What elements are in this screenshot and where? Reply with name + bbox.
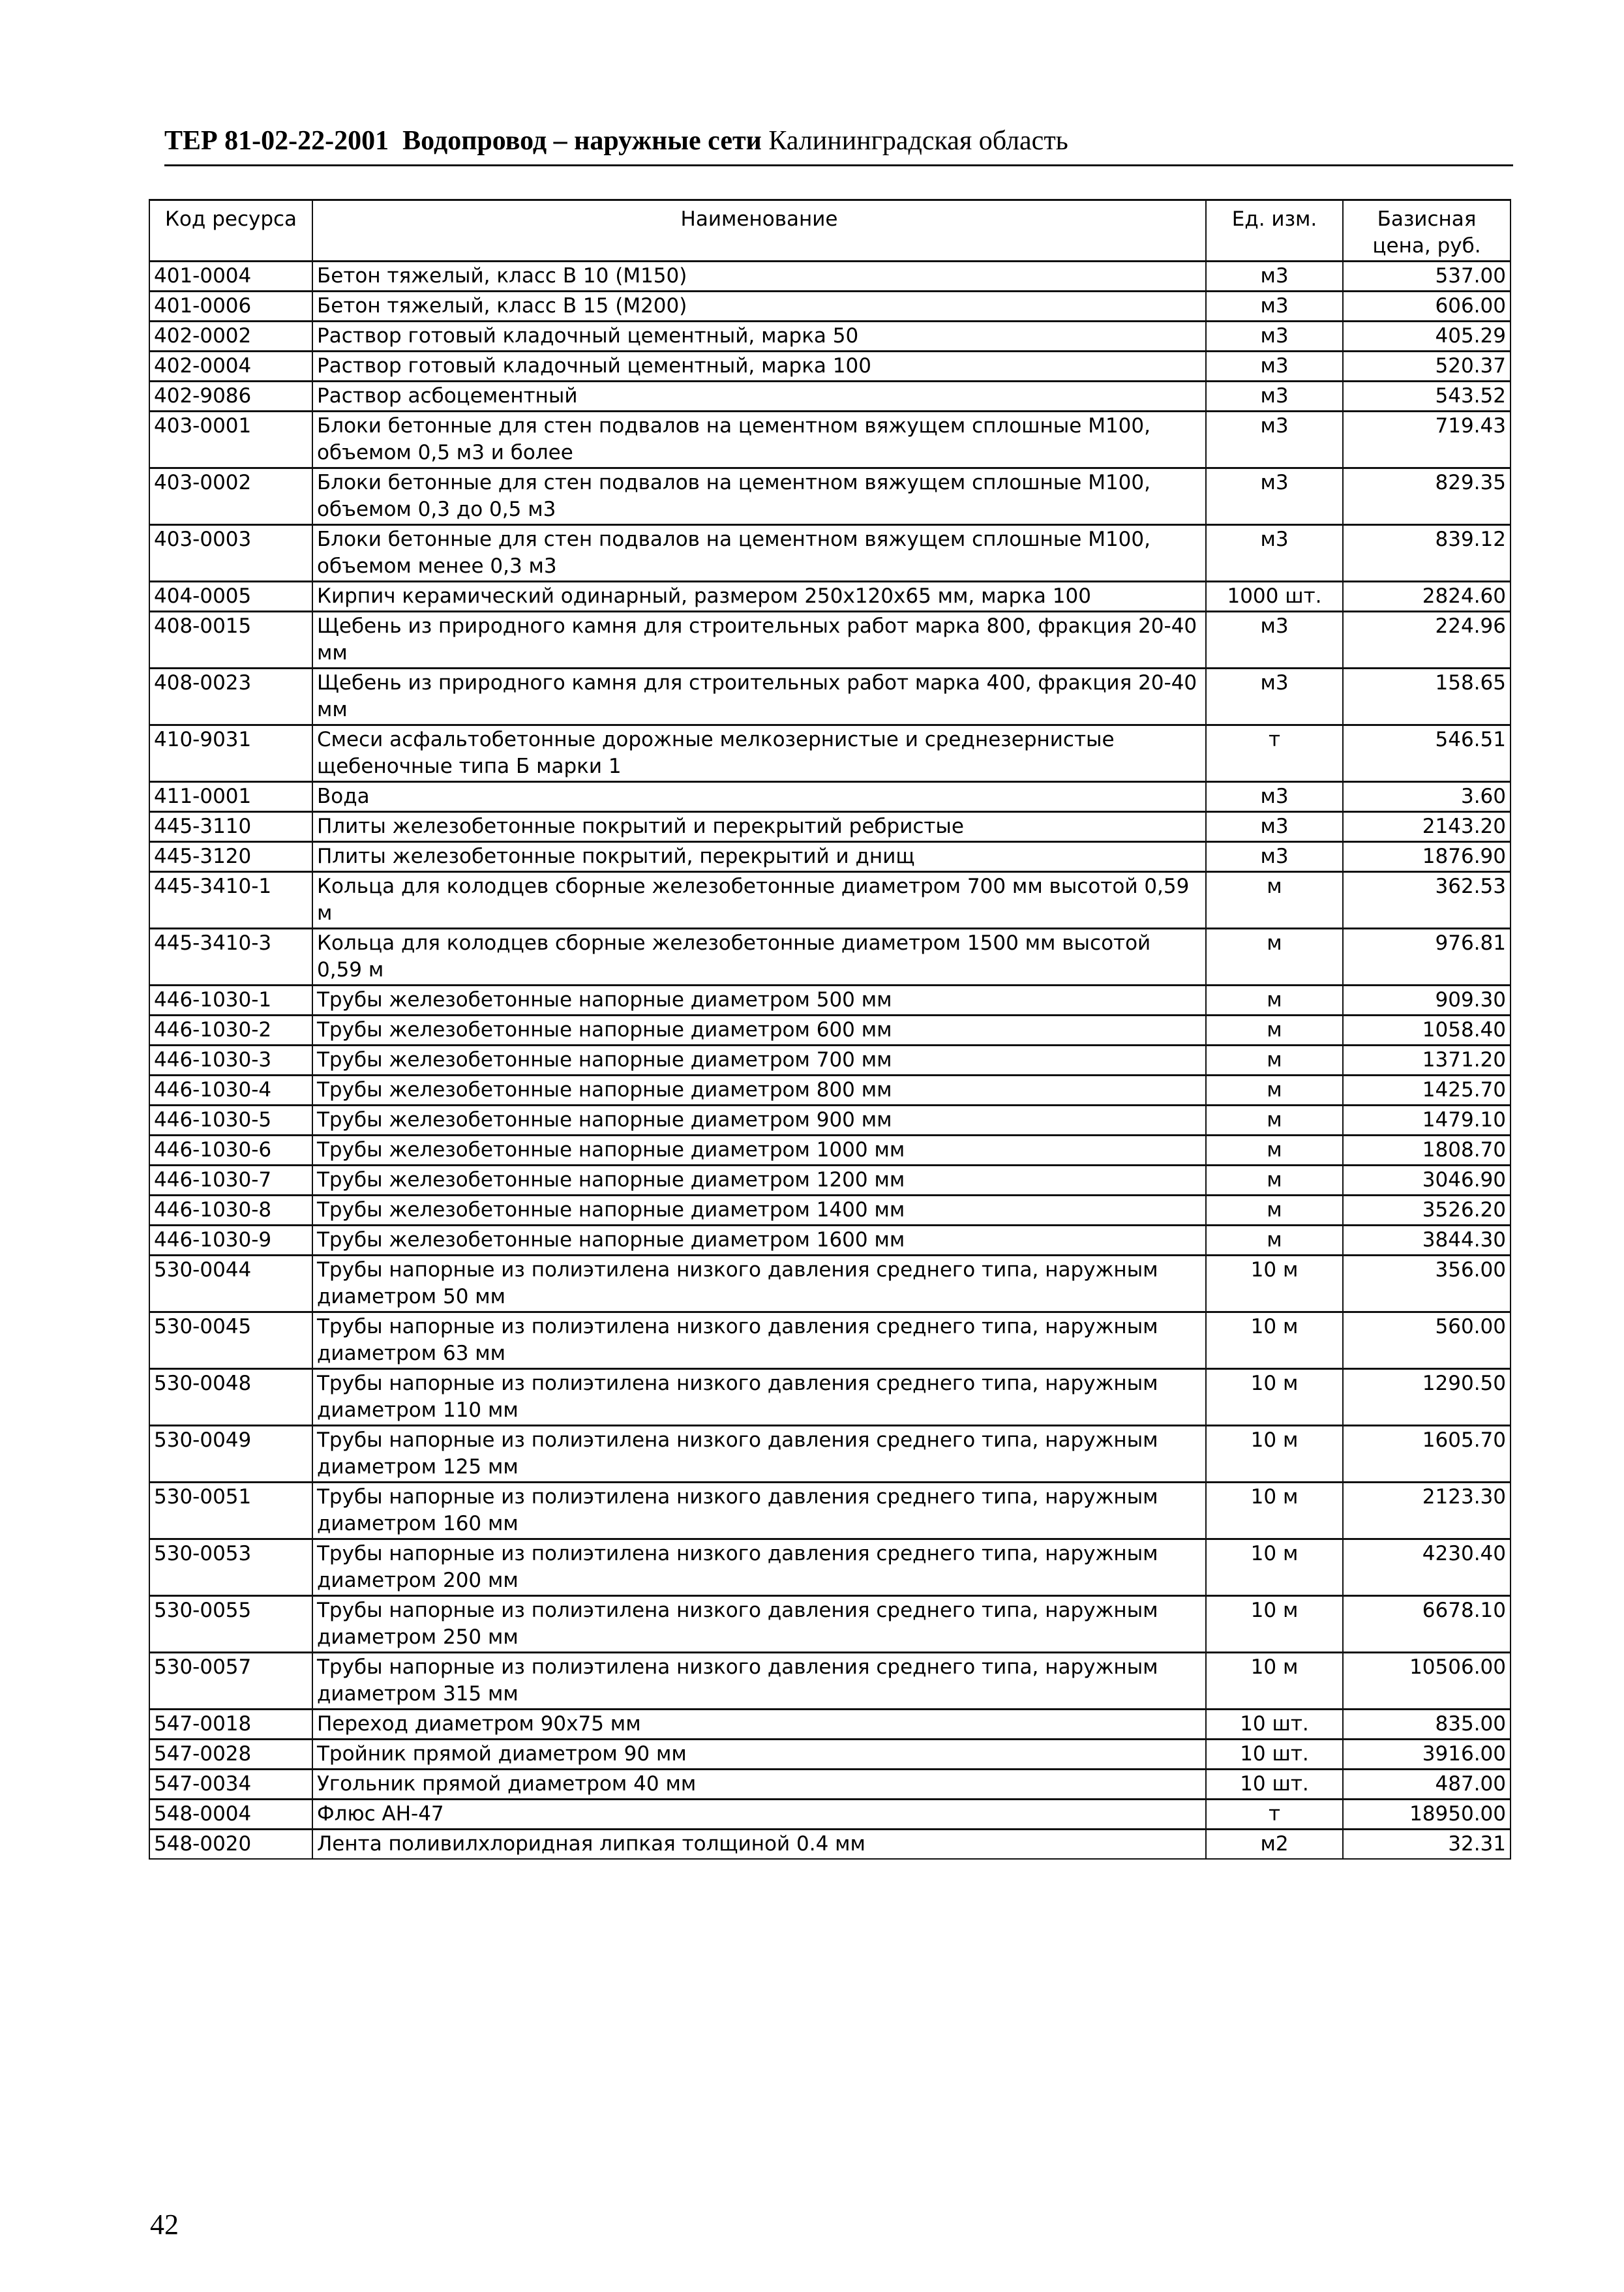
cell-price: 1479.10 <box>1343 1106 1511 1136</box>
cell-name: Смеси асфальтобетонные дорожные мелкозернистые и среднезернистые щебеночные типа Б марки 1 <box>312 725 1206 782</box>
cell-code: 547-0018 <box>149 1710 312 1740</box>
cell-unit: м3 <box>1206 842 1343 872</box>
table-row <box>149 1539 1511 1596</box>
cell-code: 410-9031 <box>149 725 312 782</box>
cell-name: Щебень из природного камня для строительных работ марка 800, фракция 20-40 мм <box>312 612 1206 669</box>
cell-name: Трубы железобетонные напорные диаметром 1000 мм <box>312 1136 1206 1166</box>
table-row <box>149 1196 1511 1226</box>
cell-unit: 10 м <box>1206 1539 1343 1596</box>
cell-name: Щебень из природного камня для строительных работ марка 400, фракция 20-40 мм <box>312 669 1206 725</box>
cell-unit: м3 <box>1206 812 1343 842</box>
table-row <box>149 1166 1511 1196</box>
cell-name: Трубы напорные из полиэтилена низкого давления среднего типа, наружным диаметром 315 мм <box>312 1653 1206 1710</box>
cell-unit: м <box>1206 1076 1343 1106</box>
cell-price: 3844.30 <box>1343 1226 1511 1256</box>
table-row <box>149 1369 1511 1426</box>
document-code: ТЕР 81-02-22-2001 <box>164 126 389 156</box>
cell-price: 543.52 <box>1343 382 1511 412</box>
table-row <box>149 929 1511 986</box>
cell-price: 835.00 <box>1343 1710 1511 1740</box>
cell-price: 405.29 <box>1343 322 1511 352</box>
cell-name: Трубы напорные из полиэтилена низкого давления среднего типа, наружным диаметром 200 мм <box>312 1539 1206 1596</box>
cell-price: 32.31 <box>1343 1830 1511 1860</box>
cell-code: 446-1030-7 <box>149 1166 312 1196</box>
page-number: 42 <box>150 2209 179 2240</box>
resource-price-table <box>149 199 1511 1860</box>
table-row <box>149 612 1511 669</box>
cell-unit: 10 м <box>1206 1483 1343 1539</box>
cell-code: 402-0002 <box>149 322 312 352</box>
table-row <box>149 525 1511 582</box>
table-row <box>149 1046 1511 1076</box>
table-row <box>149 1076 1511 1106</box>
cell-name: Тройник прямой диаметром 90 мм <box>312 1740 1206 1770</box>
cell-name: Трубы напорные из полиэтилена низкого давления среднего типа, наружным диаметром 250 мм <box>312 1596 1206 1653</box>
cell-code: 530-0045 <box>149 1312 312 1369</box>
cell-name: Блоки бетонные для стен подвалов на цементном вяжущем сплошные М100, объемом менее 0,3 м3 <box>312 525 1206 582</box>
cell-name: Трубы железобетонные напорные диаметром 1200 мм <box>312 1166 1206 1196</box>
cell-code: 547-0034 <box>149 1770 312 1800</box>
cell-code: 446-1030-9 <box>149 1226 312 1256</box>
cell-unit: м <box>1206 1106 1343 1136</box>
cell-name: Трубы железобетонные напорные диаметром 900 мм <box>312 1106 1206 1136</box>
cell-unit: т <box>1206 1800 1343 1830</box>
cell-name: Трубы железобетонные напорные диаметром 700 мм <box>312 1046 1206 1076</box>
cell-code: 445-3410-3 <box>149 929 312 986</box>
cell-price: 520.37 <box>1343 352 1511 382</box>
cell-price: 2143.20 <box>1343 812 1511 842</box>
cell-price: 6678.10 <box>1343 1596 1511 1653</box>
cell-price: 829.35 <box>1343 468 1511 525</box>
cell-price: 546.51 <box>1343 725 1511 782</box>
table-row <box>149 468 1511 525</box>
cell-code: 530-0048 <box>149 1369 312 1426</box>
column-header-code: Код ресурса <box>149 200 312 262</box>
cell-price: 560.00 <box>1343 1312 1511 1369</box>
table-row <box>149 1016 1511 1046</box>
cell-name: Флюс АН-47 <box>312 1800 1206 1830</box>
cell-code: 445-3110 <box>149 812 312 842</box>
cell-unit: м3 <box>1206 525 1343 582</box>
cell-code: 446-1030-4 <box>149 1076 312 1106</box>
table-row <box>149 1830 1511 1860</box>
cell-name: Трубы напорные из полиэтилена низкого давления среднего типа, наружным диаметром 110 мм <box>312 1369 1206 1426</box>
cell-name: Переход диаметром 90х75 мм <box>312 1710 1206 1740</box>
table-row <box>149 872 1511 929</box>
cell-unit: м3 <box>1206 782 1343 812</box>
table-row <box>149 1653 1511 1710</box>
cell-name: Трубы напорные из полиэтилена низкого давления среднего типа, наружным диаметром 160 мм <box>312 1483 1206 1539</box>
cell-unit: м3 <box>1206 262 1343 292</box>
cell-code: 411-0001 <box>149 782 312 812</box>
cell-name: Раствор готовый кладочный цементный, марка 50 <box>312 322 1206 352</box>
document-section: Водопровод – наружные сети <box>402 126 762 156</box>
table-row <box>149 1710 1511 1740</box>
table-row <box>149 412 1511 468</box>
cell-code: 408-0023 <box>149 669 312 725</box>
cell-price: 976.81 <box>1343 929 1511 986</box>
cell-code: 403-0003 <box>149 525 312 582</box>
cell-name: Бетон тяжелый, класс В 15 (М200) <box>312 292 1206 322</box>
cell-unit: 10 м <box>1206 1596 1343 1653</box>
cell-code: 445-3120 <box>149 842 312 872</box>
cell-name: Лента поливилхлоридная липкая толщиной 0.4 мм <box>312 1830 1206 1860</box>
table-row <box>149 352 1511 382</box>
cell-code: 408-0015 <box>149 612 312 669</box>
cell-price: 1876.90 <box>1343 842 1511 872</box>
cell-price: 3916.00 <box>1343 1740 1511 1770</box>
cell-price: 18950.00 <box>1343 1800 1511 1830</box>
cell-unit: 1000 шт. <box>1206 582 1343 612</box>
table-row <box>149 669 1511 725</box>
cell-code: 548-0020 <box>149 1830 312 1860</box>
cell-price: 909.30 <box>1343 986 1511 1016</box>
cell-price: 839.12 <box>1343 525 1511 582</box>
cell-name: Блоки бетонные для стен подвалов на цементном вяжущем сплошные М100, объемом 0,5 м3 и более <box>312 412 1206 468</box>
cell-unit: м <box>1206 1016 1343 1046</box>
cell-unit: м <box>1206 1226 1343 1256</box>
table-row <box>149 292 1511 322</box>
cell-unit: м3 <box>1206 612 1343 669</box>
table-row <box>149 1426 1511 1483</box>
table-row <box>149 262 1511 292</box>
cell-code: 530-0044 <box>149 1256 312 1312</box>
cell-unit: 10 шт. <box>1206 1740 1343 1770</box>
cell-price: 537.00 <box>1343 262 1511 292</box>
cell-name: Кольца для колодцев сборные железобетонные диаметром 1500 мм высотой 0,59 м <box>312 929 1206 986</box>
cell-price: 4230.40 <box>1343 1539 1511 1596</box>
cell-unit: м3 <box>1206 382 1343 412</box>
cell-name: Трубы железобетонные напорные диаметром 1400 мм <box>312 1196 1206 1226</box>
cell-unit: м3 <box>1206 352 1343 382</box>
cell-unit: м3 <box>1206 412 1343 468</box>
cell-code: 446-1030-6 <box>149 1136 312 1166</box>
cell-code: 530-0051 <box>149 1483 312 1539</box>
cell-name: Бетон тяжелый, класс В 10 (М150) <box>312 262 1206 292</box>
cell-code: 446-1030-3 <box>149 1046 312 1076</box>
cell-unit: м3 <box>1206 322 1343 352</box>
cell-unit: 10 шт. <box>1206 1770 1343 1800</box>
table-row <box>149 1740 1511 1770</box>
column-header-unit: Ед. изм. <box>1206 200 1343 262</box>
cell-unit: 10 м <box>1206 1312 1343 1369</box>
cell-code: 402-0004 <box>149 352 312 382</box>
table-row <box>149 1106 1511 1136</box>
header-divider <box>164 164 1513 166</box>
cell-price: 1371.20 <box>1343 1046 1511 1076</box>
cell-name: Кольца для колодцев сборные железобетонные диаметром 700 мм высотой 0,59 м <box>312 872 1206 929</box>
cell-name: Трубы железобетонные напорные диаметром 600 мм <box>312 1016 1206 1046</box>
table-row <box>149 1256 1511 1312</box>
cell-name: Блоки бетонные для стен подвалов на цементном вяжущем сплошные М100, объемом 0,3 до 0,5 м3 <box>312 468 1206 525</box>
table-row <box>149 1596 1511 1653</box>
cell-name: Трубы напорные из полиэтилена низкого давления среднего типа, наружным диаметром 125 мм <box>312 1426 1206 1483</box>
table-row <box>149 812 1511 842</box>
cell-price: 1058.40 <box>1343 1016 1511 1046</box>
table-row <box>149 725 1511 782</box>
cell-price: 362.53 <box>1343 872 1511 929</box>
cell-name: Трубы напорные из полиэтилена низкого давления среднего типа, наружным диаметром 63 мм <box>312 1312 1206 1369</box>
table-body <box>149 262 1511 1860</box>
cell-unit: 10 шт. <box>1206 1710 1343 1740</box>
cell-unit: м <box>1206 929 1343 986</box>
cell-price: 158.65 <box>1343 669 1511 725</box>
table-row <box>149 1226 1511 1256</box>
cell-code: 530-0053 <box>149 1539 312 1596</box>
cell-unit: м3 <box>1206 292 1343 322</box>
cell-price: 1290.50 <box>1343 1369 1511 1426</box>
table-row <box>149 582 1511 612</box>
cell-unit: м2 <box>1206 1830 1343 1860</box>
cell-unit: м <box>1206 1136 1343 1166</box>
cell-price: 3046.90 <box>1343 1166 1511 1196</box>
cell-price: 1425.70 <box>1343 1076 1511 1106</box>
table-row <box>149 782 1511 812</box>
cell-code: 446-1030-8 <box>149 1196 312 1226</box>
cell-code: 401-0004 <box>149 262 312 292</box>
cell-unit: м <box>1206 1196 1343 1226</box>
cell-code: 530-0057 <box>149 1653 312 1710</box>
cell-name: Плиты железобетонные покрытий и перекрытий ребристые <box>312 812 1206 842</box>
column-header-name: Наименование <box>312 200 1206 262</box>
cell-price: 606.00 <box>1343 292 1511 322</box>
cell-unit: м <box>1206 986 1343 1016</box>
cell-code: 446-1030-2 <box>149 1016 312 1046</box>
cell-price: 487.00 <box>1343 1770 1511 1800</box>
table-row <box>149 1770 1511 1800</box>
cell-unit: м <box>1206 1166 1343 1196</box>
cell-price: 10506.00 <box>1343 1653 1511 1710</box>
cell-price: 2123.30 <box>1343 1483 1511 1539</box>
cell-price: 2824.60 <box>1343 582 1511 612</box>
cell-name: Трубы железобетонные напорные диаметром 800 мм <box>312 1076 1206 1106</box>
column-header-price: Базисная цена, руб. <box>1343 200 1511 262</box>
table-row <box>149 382 1511 412</box>
cell-code: 530-0055 <box>149 1596 312 1653</box>
cell-price: 719.43 <box>1343 412 1511 468</box>
cell-unit: м <box>1206 1046 1343 1076</box>
cell-name: Угольник прямой диаметром 40 мм <box>312 1770 1206 1800</box>
document-region: Калининградская область <box>768 126 1068 156</box>
cell-name: Трубы железобетонные напорные диаметром 1600 мм <box>312 1226 1206 1256</box>
cell-name: Трубы напорные из полиэтилена низкого давления среднего типа, наружным диаметром 50 мм <box>312 1256 1206 1312</box>
cell-unit: 10 м <box>1206 1369 1343 1426</box>
cell-unit: 10 м <box>1206 1426 1343 1483</box>
cell-unit: 10 м <box>1206 1256 1343 1312</box>
cell-name: Раствор асбоцементный <box>312 382 1206 412</box>
cell-unit: 10 м <box>1206 1653 1343 1710</box>
cell-price: 356.00 <box>1343 1256 1511 1312</box>
table-row <box>149 322 1511 352</box>
cell-code: 445-3410-1 <box>149 872 312 929</box>
cell-price: 1808.70 <box>1343 1136 1511 1166</box>
cell-code: 446-1030-1 <box>149 986 312 1016</box>
cell-unit: м <box>1206 872 1343 929</box>
table-row <box>149 1312 1511 1369</box>
cell-name: Плиты железобетонные покрытий, перекрытий и днищ <box>312 842 1206 872</box>
cell-code: 401-0006 <box>149 292 312 322</box>
cell-price: 3.60 <box>1343 782 1511 812</box>
page-header <box>164 124 1508 158</box>
cell-code: 403-0001 <box>149 412 312 468</box>
cell-unit: т <box>1206 725 1343 782</box>
cell-code: 446-1030-5 <box>149 1106 312 1136</box>
table-row <box>149 986 1511 1016</box>
cell-name: Кирпич керамический одинарный, размером 250х120х65 мм, марка 100 <box>312 582 1206 612</box>
cell-unit: м3 <box>1206 669 1343 725</box>
cell-name: Трубы железобетонные напорные диаметром 500 мм <box>312 986 1206 1016</box>
cell-name: Раствор готовый кладочный цементный, марка 100 <box>312 352 1206 382</box>
cell-code: 403-0002 <box>149 468 312 525</box>
table-row <box>149 1800 1511 1830</box>
cell-code: 402-9086 <box>149 382 312 412</box>
cell-code: 530-0049 <box>149 1426 312 1483</box>
cell-code: 548-0004 <box>149 1800 312 1830</box>
table-header-row <box>149 200 1511 262</box>
cell-price: 1605.70 <box>1343 1426 1511 1483</box>
cell-price: 224.96 <box>1343 612 1511 669</box>
cell-code: 547-0028 <box>149 1740 312 1770</box>
table-row <box>149 1136 1511 1166</box>
table-row <box>149 842 1511 872</box>
table-row <box>149 1483 1511 1539</box>
cell-price: 3526.20 <box>1343 1196 1511 1226</box>
cell-name: Вода <box>312 782 1206 812</box>
cell-code: 404-0005 <box>149 582 312 612</box>
cell-unit: м3 <box>1206 468 1343 525</box>
